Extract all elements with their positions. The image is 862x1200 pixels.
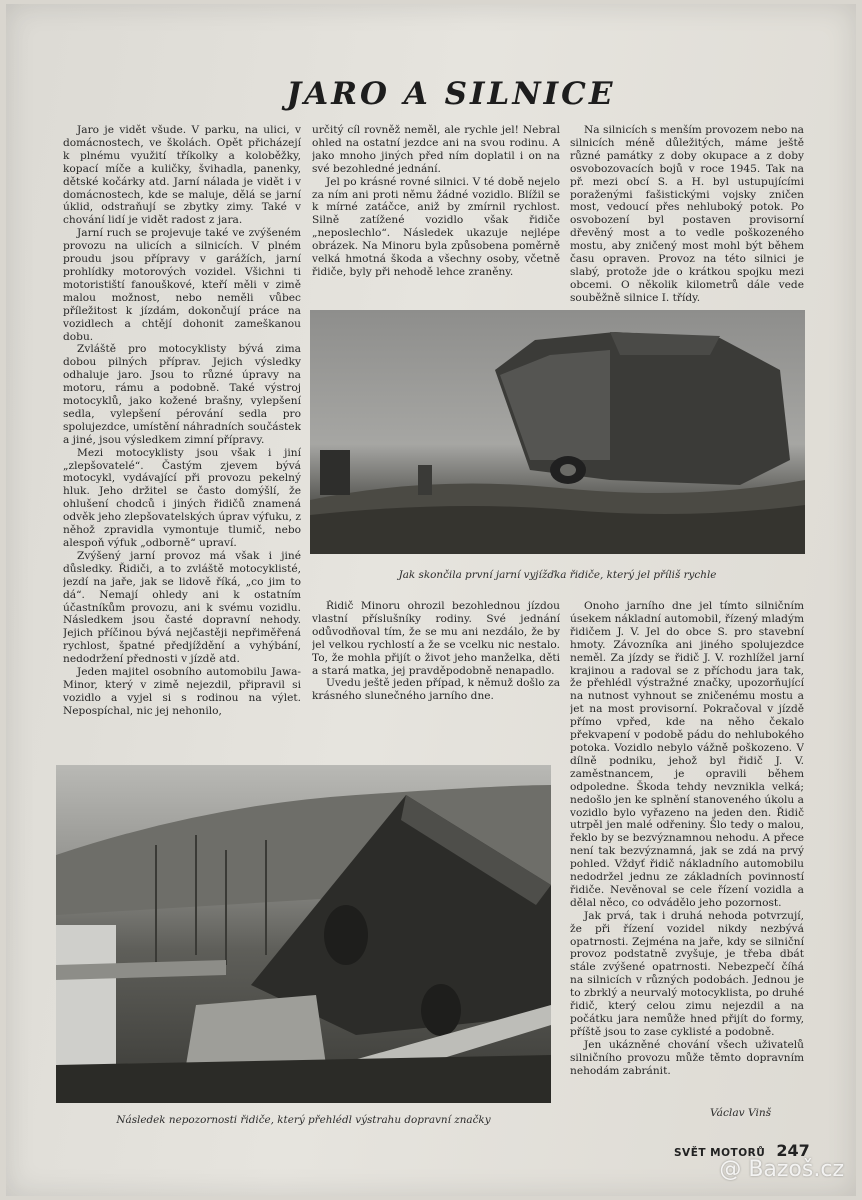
watermark xyxy=(719,1157,844,1182)
paragraph: Řidič Minoru ohrozil bezohlednou jízdou vlastní příslušníky rodiny. Své jednání odůvodňoval tím, že se mu ani nezdálo, že by jel velkou rychlostí a že se vcelku nic nestalo. To, že mohla přijít o život jeho manželka, děti a stará matka, jej pravděpodobně nenapadlo. xyxy=(312,600,560,677)
paragraph: Jeden majitel osobního automobilu Jawa-Minor, který v zimě nejezdil, připravil si vozidlo a vyjel si s rodinou na výlet. Nepospíchal, nic jej nehonilo, xyxy=(63,666,301,717)
paragraph: Jen ukázněné chování všech uživatelů silničního provozu může těmto dopravním nehodám zabránit. xyxy=(570,1038,804,1077)
paragraph: Zvláště pro motocyklisty bývá zima dobou pilných příprav. Jejich výsledky odhaluje jaro. Jsou to různé úpravy na motoru, rámu a podobně. Také výstroj motocyklů, jako kožené brašny, vylepšení sedla, vylepšení pérování sedla pro spolujezdce, umístění náhradních součástek a jiné, jsou výsledkem zimní přípravy. xyxy=(63,343,301,446)
text-column-5 xyxy=(570,600,804,1096)
article-title: JARO A SILNICE xyxy=(286,76,616,112)
paragraph: Mezi motocyklisty jsou však i jiní „zlepšovatelé“. Častým zjevem bývá motocykl, vydávající při provozu pekelný hluk. Jeho držitel se často domýšlí, že ohlušení chodců i jiných řidičů znamená odvěk jeho zlepšovatelských úprav výfuku, z něhož zpravidla vymontuje tlumič, nebo alespoň výfuk „odborně“ upraví. xyxy=(63,446,301,549)
paragraph: určitý cíl rovněž neměl, ale rychle jel! Nebral ohled na ostatní jezdce ani na svou rodinu. A jako mnoho jiných před ním doplatil i on na své bezohledné jednání. xyxy=(312,124,560,175)
text-column-2 xyxy=(312,124,560,304)
photo-caption-1: Jak skončila první jarní vyjížďka řidiče, který jel příliš rychle xyxy=(398,569,717,581)
paragraph: Onoho jarního dne jel tímto silničním úsekem nákladní automobil, řízený mladým řidičem J. V. Jel do obce S. pro stavební hmoty. Závozníka ani jiného spolujezdce neměl. Za jízdy se řidič J. V. rozhlížel jarní krajinou a radoval se z příchodu jara tak, že přehlédl výstražné značky, upozorňující na nutnost vyhnout se zničenému mostu a jet na most provisorní. Pokračoval v jízdě přímo vpřed, kde na něho čekalo překvapení v podobě pádu do nehlubokého potoka. Vozidlo nebylo vážně poškozeno. V dílně podniku, jehož byl řidič J. V. zaměstnancem, je opravili během odpoledne. Škoda tehdy nevznikla velká; nedošlo jen ke splnění stanoveného úkolu a vozidlo bylo vyřazeno na jeden den. Řidič utrpěl jen malé odřeniny. Šlo tedy o malou, řeklo by se bezvýznamnou nehodu. A přece není tak bezvýznamná, jak se zdá na prvý pohled. Vždyť řidič nákladního automobilu nedodržel jednu ze základních povinností řidiče. Nevěnoval se cele řízení vozidla a dělal něco, co odvádělo jeho pozornost. xyxy=(570,600,804,909)
paragraph: Jaro je vidět všude. V parku, na ulici, v domácnostech, ve školách. Opět přicházejí k plnému využití tříkolky a koloběžky, kopací míče a kuličky, švihadla, panenky, dětské kočárky atd. Jarní nálada je vidět i v domácnostech, kde se maluje, dělá se jarní úklid, odstraňují se zbytky zimy. Také v chování lidí je vidět radost z jara. xyxy=(63,124,301,227)
truck-illustration xyxy=(56,765,551,1103)
paragraph: Uvedu ještě jeden případ, k němuž došlo za krásného slunečného jarního dne. xyxy=(312,677,560,703)
paragraph: Jak prvá, tak i druhá nehoda potvrzují, že při řízení vozidel nikdy nezbývá opatrnosti. Zejména na jaře, kdy se silniční provoz podstatně zvyšuje, je třeba dbát stále zvýšené opatrnosti. Nebezpečí číhá na silnicích v různých podobách. Jednou je to zbrklý a neurvalý motocyklista, po druhé řidič, který celou zimu nejezdil a na počátku jara nemůže hned přijít do formy, příště jsou to zase cyklisté a podobně. xyxy=(570,909,804,1038)
paragraph: Na silnicích s menším provozem nebo na silnicích méně důležitých, máme ještě různé památky z doby okupace a z doby osvobozovacích bojů v roce 1945. Tak na př. mezi obcí S. a H. byl ustupujícími poraženými fašistickými vojsky zničen most, vedoucí přes nehluboký potok. Po osvobození byl postaven provisorní dřevěný most a to vedle poškozeného mostu, aby zničený most mohl být během času opraven. Provoz na této silnici je slabý, protože jde o krátkou spojku mezi obcemi. O několik kilometrů dále vede souběžně silnice I. třídy. xyxy=(570,124,804,304)
car-wreck-illustration xyxy=(310,310,805,554)
text-column-4 xyxy=(312,600,560,745)
paragraph: Jel po krásné rovné silnici. V té době nejelo za ním ani proti němu žádné vozidlo. Blížil se k mírné zatáčce, aniž by zmírnil rychlost. Silně zatížené vozidlo však řidiče „neposlechlo“. Následek ukazuje nejlépe obrázek. Na Minoru byla způsobena poměrně velká hmotná škoda a všechny osoby, včetně řidiče, byly při nehodě lehce zraněny. xyxy=(312,175,560,278)
watermark-text: Bazoš.cz xyxy=(748,1157,844,1182)
paragraph: Zvýšený jarní provoz má však i jiné důsledky. Řidiči, a to zvláště motocyklisté, jezdí na jaře, jak se lidově říká, „co jim to dá“. Nemají ohledy ani k ostatním účastníkům provozu, ani k svému vozidlu. Následkem jsou časté dopravní nehody. Jejich příčinou bývá nejčastěji nepřiměřená rychlost, špatné předjíždění a vyhýbání, nedodržení přednosti v jízdě atd. xyxy=(63,549,301,666)
page-number: 247 xyxy=(776,1141,810,1160)
watermark-icon: @ xyxy=(719,1157,742,1182)
paragraph: Jarní ruch se projevuje také ve zvýšeném provozu na ulicích a silnicích. V plném proudu jsou přípravy v garážích, jarní prohlídky motorových vozidel. Všichni ti motoristiští fanouškové, kteří měli v zimě malou možnost, nebo neměli vůbec příležitost k jízdám, dokončují práce na vozidlech a chtějí dohonit zameškanou dobu. xyxy=(63,227,301,343)
photo-truck-in-creek xyxy=(56,765,551,1103)
magazine-name: SVĚT MOTORŮ xyxy=(674,1147,766,1159)
magazine-page xyxy=(6,4,856,1196)
text-column-3 xyxy=(570,124,804,304)
article-author: Václav Vinš xyxy=(710,1107,772,1119)
photo-overturned-car xyxy=(310,310,805,554)
photo-caption-2: Následek nepozornosti řidiče, který přehlédl výstrahu dopravní značky xyxy=(116,1114,491,1126)
text-column-1 xyxy=(63,124,301,744)
